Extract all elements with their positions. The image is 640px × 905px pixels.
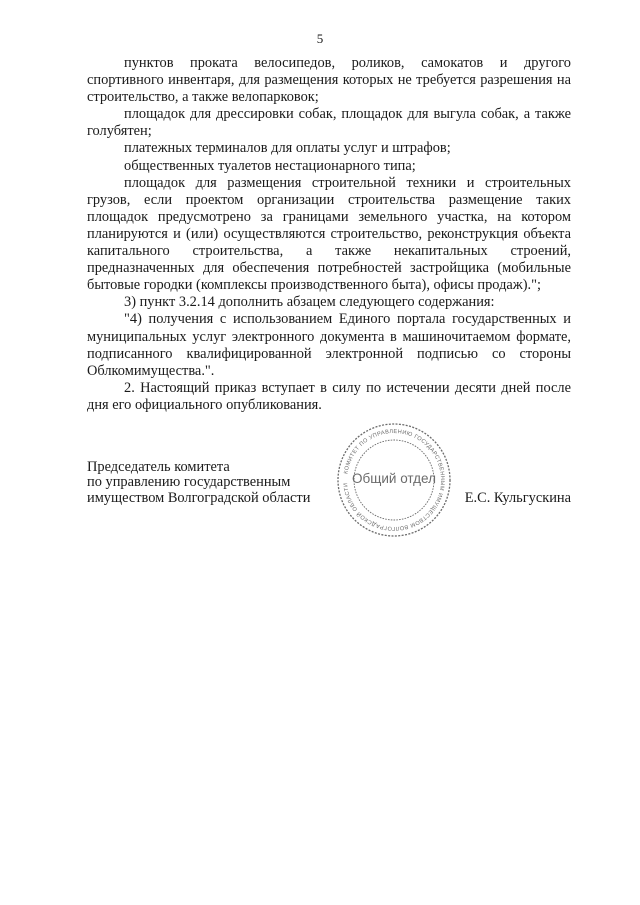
paragraph: площадок для размещения строительной техники и строительных грузов, если проектом организации строительства размещение таких площадок предусмотрено за границами земельного участка, на котором планируются и (или) осуществляются строительство, реконструкция объекта капитального строительства, а также некапитальных строений, предназначенных для обеспечения потребностей застройщика (мобильные бытовые городки (комплексы производственного быта), офисы продаж)."; <box>87 174 571 294</box>
paragraph: общественных туалетов нестационарного типа; <box>124 157 416 174</box>
stamp-ring-text: КОМИТЕТ ПО УПРАВЛЕНИЮ ГОСУДАРСТВЕННЫМ ИМУЩЕСТВОМ ВОЛГОГРАДСКОЙ ОБЛАСТИ <box>343 428 446 532</box>
signer-title-line: Председатель комитета <box>87 459 230 475</box>
stamp-center-text: Общий отдел <box>352 471 436 486</box>
paragraph: 2. Настоящий приказ вступает в силу по истечении десяти дней после дня его официального опубликования. <box>87 379 571 413</box>
stamp-seal <box>335 421 453 539</box>
paragraph: "4) получения с использованием Единого портала государственных и муниципальных услуг электронного документа в машиночитаемом формате, подписанного квалифицированной электронной подписью со стороны Облкомимущества.". <box>87 311 571 379</box>
signer-title-line: по управлению государственным <box>87 474 291 491</box>
page-number: 5 <box>316 31 324 46</box>
signer-title-line: имуществом Волгоградской области <box>87 489 311 506</box>
stamp-seal-graphic <box>335 421 453 539</box>
signer-name: Е.С. Кульгускина <box>464 490 571 506</box>
signature-block <box>87 428 571 560</box>
document-body <box>87 55 571 414</box>
paragraph: платежных терминалов для оплаты услуг и штрафов; <box>124 140 451 157</box>
paragraph: 3) пункт 3.2.14 дополнить абзацем следующего содержания: <box>124 294 495 311</box>
paragraph: пунктов проката велосипедов, роликов, самокатов и другого спортивного инвентаря, для размещения которых не требуется разрешения на строительство, а также велопарковок; <box>87 55 571 106</box>
signer-title <box>87 460 310 506</box>
paragraph: площадок для дрессировки собак, площадок для выгула собак, а также голубятен; <box>87 106 571 140</box>
